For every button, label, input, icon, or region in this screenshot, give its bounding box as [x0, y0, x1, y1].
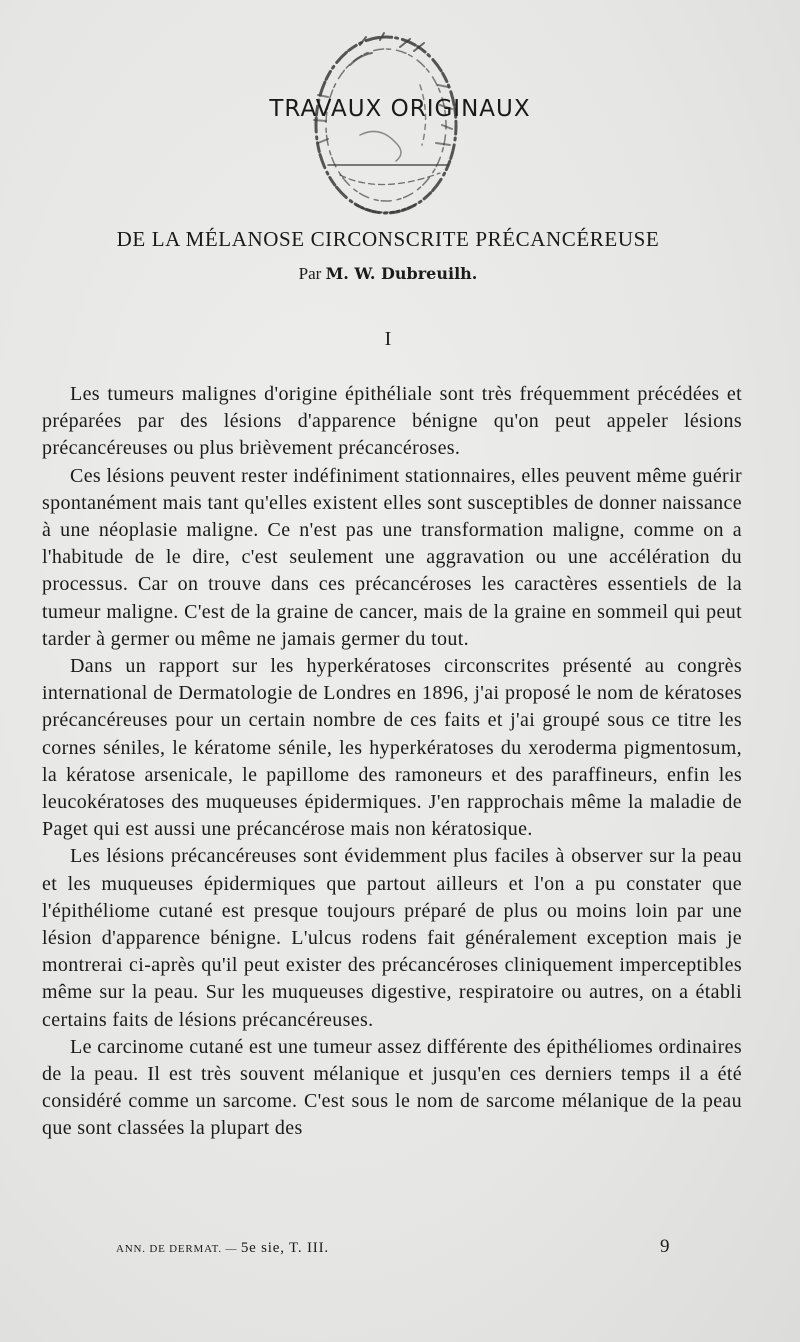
byline	[0, 264, 776, 284]
library-stamp	[300, 25, 475, 225]
body-text	[42, 381, 742, 1143]
byline-prefix: Par	[298, 264, 322, 283]
byline-author: M. W. Dubreuilh.	[325, 264, 478, 283]
paragraph: Dans un rapport sur les hyperkératoses circonscrites présenté au congrès international de Dermatologie de Londres en 1896, j'ai proposé le nom de kératoses précancéreuses pour un certain nombre de ces faits et j'ai groupé sous ce titre les cornes séniles, le kératome sénile, les hyperkératoses du xeroderma pigmentosum, la kératose arsenicale, le papillome des ramoneurs et des paraffineurs, enfin les leucokératoses des muqueuses épidermiques. J'en rapprochais même la maladie de Paget qui est aussi une précancérose mais non kératosique.	[42, 655, 742, 841]
footer-series: 5e sie, T. III.	[240, 1240, 329, 1256]
paragraph: Les lésions précancéreuses sont évidemment plus faciles à observer sur la peau et les muqueuses épidermiques que partout ailleurs et l'on a pu constater que l'épithéliome cutané est presque toujours préparé de plus ou moins loin par une lésion d'apparence bénigne. L'ulcus rodens fait généralement exception mais je montrerai ci-après qu'il peut exister des précancéroses cliniquement imperceptibles même sur la peau. Sur les muqueuses digestive, respiratoire ou autres, on a établi certains faits de lésions précancéreuses.	[42, 845, 742, 1031]
page-footer	[116, 1240, 329, 1257]
section-header: TRAVAUX ORIGINAUX	[269, 96, 531, 122]
article-title: DE LA MÉLANOSE CIRCONSCRITE PRÉCANCÉREUSE	[116, 227, 660, 251]
footer-journal: ANN. DE DERMAT. —	[116, 1243, 238, 1255]
part-number: I	[384, 328, 392, 350]
paragraph: Le carcinome cutané est une tumeur assez différente des épithéliomes ordinaires de la peau. Il est très souvent mélanique et jusqu'en ces derniers temps il a été considéré comme un sarcome. C'est sous le nom de sarcome mélanique de la peau que sont classées la plupart des	[42, 1035, 742, 1140]
page-number: 9	[660, 1236, 670, 1257]
paragraph: Les tumeurs malignes d'origine épithéliale sont très fréquemment précédées et préparées par des lésions d'apparence bénigne qu'on peut appeler lésions précancéreuses ou plus brièvement précancéroses.	[42, 383, 742, 460]
paragraph: Ces lésions peuvent rester indéfiniment stationnaires, elles peuvent même guérir spontanément mais tant qu'elles existent elles sont susceptibles de donner naissance à une néoplasie maligne. Ce n'est pas une transformation maligne, comme on a l'habitude de le dire, c'est seulement une aggravation ou une accélération du processus. Car on trouve dans ces précancéroses les caractères essentiels de la tumeur maligne. C'est de la graine de cancer, mais de la graine en sommeil qui peut tarder à germer ou même ne jamais germer du tout.	[42, 464, 742, 650]
